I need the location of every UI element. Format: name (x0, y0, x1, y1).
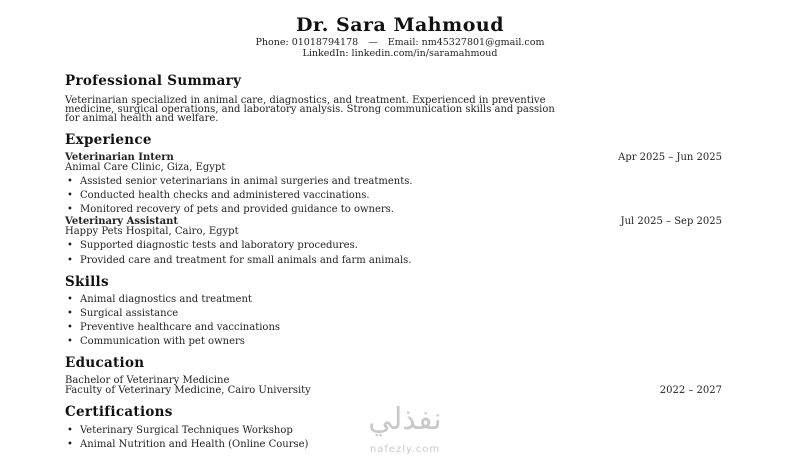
education-heading: Education (65, 355, 145, 371)
job-title: Veterinarian Intern (65, 152, 174, 163)
education-dates: 2022 – 2027 (659, 385, 722, 396)
watermark-latin: nafezly.com (369, 444, 441, 455)
list-item: • Surgical assistance (67, 308, 179, 319)
summary-line: medicine, surgical operations, and laboratory analysis. Strong communication skills and passion (65, 104, 555, 115)
contact-line (0, 37, 800, 48)
list-item: • Conducted health checks and administered vaccinations. (67, 190, 370, 201)
bullet-icon: • (67, 204, 73, 215)
list-item: • Communication with pet owners (67, 336, 245, 347)
watermark-arabic: نفذلي (368, 402, 442, 437)
bullet-icon: • (67, 308, 73, 319)
bullet-icon: • (67, 255, 73, 266)
bullet-icon: • (67, 294, 73, 305)
experience-heading: Experience (65, 132, 152, 148)
email-text: Email: nm45327801@gmail.com (387, 37, 545, 48)
resume-name: Dr. Sara Mahmoud (296, 14, 504, 36)
job-title: Veterinary Assistant (65, 216, 178, 227)
bullet-icon: • (67, 176, 73, 187)
job-dates: Jul 2025 – Sep 2025 (620, 216, 722, 227)
skills-heading: Skills (65, 274, 109, 290)
bullet-icon: • (67, 439, 73, 450)
school-text: Faculty of Veterinary Medicine, Cairo University (65, 385, 311, 396)
contact-separator: — (368, 37, 378, 48)
job-dates: Apr 2025 – Jun 2025 (618, 152, 722, 163)
bullet-icon: • (67, 322, 73, 333)
bullet-icon: • (67, 425, 73, 436)
certifications-heading: Certifications (65, 404, 173, 420)
degree-text: Bachelor of Veterinary Medicine (65, 375, 230, 386)
list-item: • Preventive healthcare and vaccinations (67, 322, 281, 333)
watermark (350, 402, 460, 458)
summary-heading: Professional Summary (65, 73, 242, 89)
list-item: • Animal diagnostics and treatment (67, 294, 252, 305)
list-item: • Provided care and treatment for small animals and farm animals. (67, 255, 412, 266)
job-place: Happy Pets Hospital, Cairo, Egypt (65, 226, 239, 237)
phone-text: Phone: 01018794178 (255, 37, 359, 48)
summary-line: for animal health and welfare. (65, 113, 219, 124)
list-item: • Animal Nutrition and Health (Online Course) (67, 439, 309, 450)
list-item: • Monitored recovery of pets and provided guidance to owners. (67, 204, 394, 215)
job-place: Animal Care Clinic, Giza, Egypt (65, 162, 226, 173)
education-row (65, 385, 722, 396)
list-item: • Assisted senior veterinarians in animal surgeries and treatments. (67, 176, 413, 187)
summary-line: Veterinarian specialized in animal care, diagnostics, and treatment. Experienced in preventive (65, 95, 546, 106)
list-item: • Veterinary Surgical Techniques Workshop (67, 425, 293, 436)
bullet-icon: • (67, 336, 73, 347)
bullet-icon: • (67, 240, 73, 251)
bullet-icon: • (67, 190, 73, 201)
list-item: • Supported diagnostic tests and laboratory procedures. (67, 240, 358, 251)
linkedin-text: LinkedIn: linkedin.com/in/saramahmoud (302, 48, 498, 59)
